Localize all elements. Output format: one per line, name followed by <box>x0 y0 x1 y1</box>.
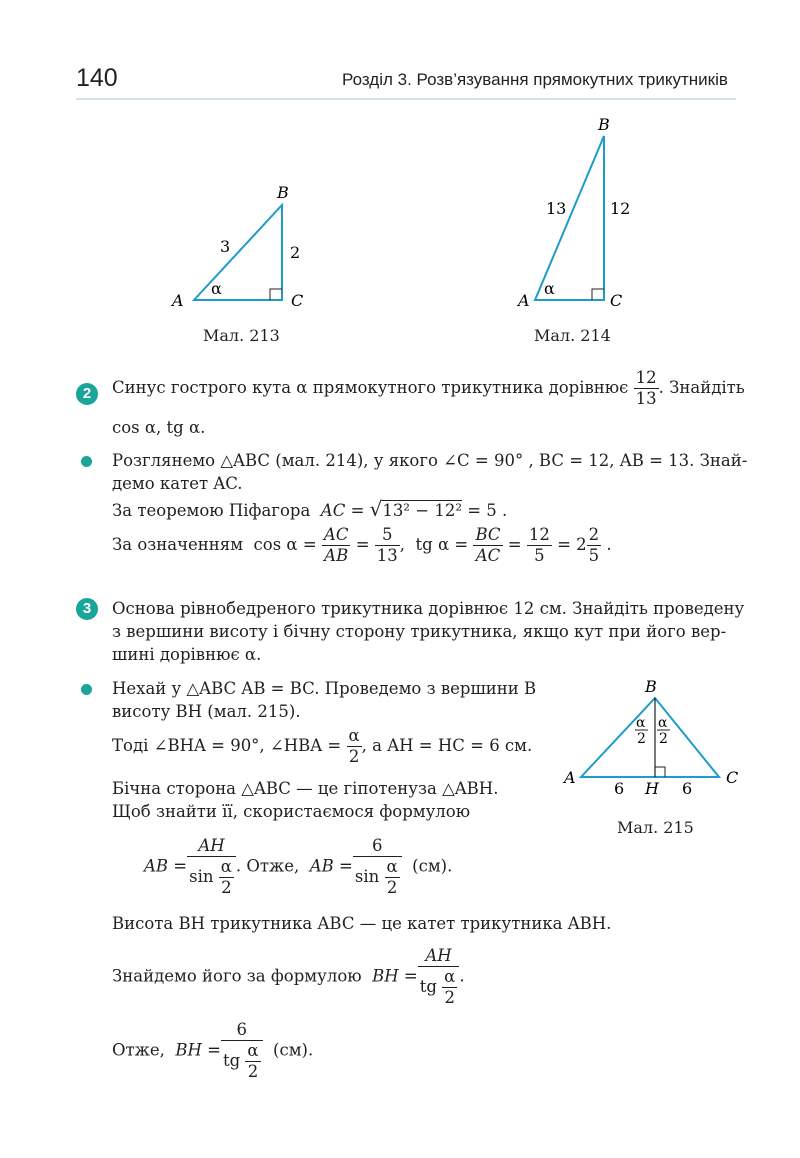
fraction-12-13 <box>634 368 659 409</box>
problem-3-line1: Основа рівнобедреного трикутника дорівнює 12 см. Знайдіть проведену <box>112 599 745 618</box>
denominator: 5 <box>534 546 545 565</box>
vertex-label-c: C <box>726 768 739 787</box>
caption-214: Мал. 214 <box>534 326 611 345</box>
vertex-label-b: B <box>645 677 657 696</box>
fraction-bc-ac <box>473 525 502 566</box>
numerator: 6 <box>221 1020 263 1041</box>
bh-result-line <box>112 1020 313 1082</box>
unit: (см). <box>273 1040 314 1060</box>
numerator: AH <box>187 836 236 857</box>
denominator: 13 <box>635 389 657 408</box>
side-line1: Бічна сторона △ABC — це гіпотенуза △ABH. <box>112 779 499 798</box>
fraction-alpha-2 <box>219 857 234 898</box>
tg-label: tg <box>419 977 437 996</box>
foot-label-h: H <box>645 779 659 798</box>
denominator: 2 <box>247 1062 259 1081</box>
right-angle-mark <box>655 767 665 777</box>
statement-text: . Знайдіть <box>658 378 745 397</box>
bh-lhs: BH = <box>372 966 418 986</box>
problem-3-line2: з вершини висоту і бічну сторону трикутника, якщо кут при його вер- <box>112 622 727 641</box>
ab-lhs-2: AB = <box>309 856 353 876</box>
denominator: 2 <box>221 878 232 897</box>
angles-text-end: , а AH = HC = 6 см. <box>361 736 533 755</box>
triangle-215 <box>581 698 719 777</box>
problem-3-line3: шині дорівнює α. <box>112 645 262 664</box>
figure-214 <box>500 110 660 320</box>
numerator: 6 <box>353 836 402 857</box>
side-line2: Щоб знайти її, скористаємося формулою <box>112 802 471 821</box>
formula-lhs: AC = <box>320 501 365 520</box>
fraction-6-sin <box>353 836 402 898</box>
ab-formula-line <box>144 836 452 898</box>
denominator: 2 <box>348 747 360 766</box>
fraction-alpha-2 <box>347 726 362 767</box>
fraction-6-tg <box>221 1020 263 1082</box>
fraction-ah-sin <box>187 836 236 898</box>
fraction-2-5 <box>587 525 602 566</box>
angle-label-alpha: α <box>544 279 555 298</box>
half-angle-left-two: 2 <box>637 731 646 747</box>
numerator: BC <box>475 525 501 544</box>
half-angle-left-alpha: α <box>636 715 646 731</box>
find-text: Знайдемо його за формулою <box>112 966 362 986</box>
height-line: Висота BH трикутника ABC — це катет трикутника ABH. <box>112 914 612 933</box>
statement-text: Синус гострого кута α прямокутного трикутника дорівнює <box>112 378 629 397</box>
denominator <box>187 857 236 898</box>
header-rule <box>76 98 736 100</box>
half-angle-right-two: 2 <box>659 731 668 747</box>
denominator <box>353 857 402 898</box>
comma: , <box>399 535 406 554</box>
solution-2-line2: демо катет AC. <box>112 474 243 493</box>
solution-3-line2: висоту BH (мал. 215). <box>112 702 301 721</box>
solution-3-line1: Нехай у △ABC AB = BC. Проведемо з вершини B <box>112 679 537 698</box>
unit: (см). <box>412 856 453 876</box>
equals-whole: = 2 <box>557 535 587 554</box>
numerator: 12 <box>528 525 550 544</box>
radicand: 13² − 12² <box>382 501 462 520</box>
denominator: 5 <box>588 546 600 565</box>
caption-213: Мал. 213 <box>203 326 280 345</box>
right-angle-mark <box>270 289 282 300</box>
vertex-label-a: A <box>518 291 530 310</box>
right-angle-mark <box>592 289 604 300</box>
running-head: Розділ 3. Розв’язування прямокутних трикутників <box>342 70 728 89</box>
problem-number-badge: 3 <box>76 598 98 620</box>
angles-text: Тоді ∠BHA = 90°, ∠HBA = <box>112 736 342 755</box>
numerator: 5 <box>375 525 400 546</box>
angle-label-alpha: α <box>211 279 222 298</box>
sin-label: sin <box>189 867 214 886</box>
problem-number-badge: 2 <box>76 383 98 405</box>
fraction-ah-tg <box>418 946 460 1008</box>
tg-label: tg <box>222 1051 241 1070</box>
numerator: AH <box>418 946 460 967</box>
solution-2-line1: Розглянемо △ABC (мал. 214), у якого ∠C = 90° , BC = 12, AB = 13. Знай- <box>112 451 748 470</box>
fraction-alpha-2 <box>385 857 400 898</box>
numerator: α <box>247 1041 259 1060</box>
figure-215 <box>556 676 746 806</box>
side-label-leg: 12 <box>610 199 631 218</box>
side-label-hypotenuse: 13 <box>546 199 567 218</box>
sin-label: sin <box>354 867 380 886</box>
half-angle-right-alpha: α <box>658 715 668 731</box>
pythagoras-line <box>112 498 507 522</box>
sqrt-sign: √ <box>369 497 383 521</box>
definition-text: За означенням <box>112 535 244 554</box>
fraction-ac-ab <box>322 525 351 566</box>
bh-formula-line <box>112 946 465 1008</box>
equals: = <box>507 535 522 554</box>
fraction-5-13 <box>375 525 400 566</box>
problem-2-statement <box>112 368 752 409</box>
denominator: 2 <box>444 988 455 1007</box>
vertex-label-a: A <box>564 768 576 787</box>
equals: = <box>355 535 370 554</box>
ab-lhs: AB = <box>144 856 188 876</box>
solution-bullet <box>81 456 92 467</box>
numerator: AC <box>323 525 349 544</box>
tg-lhs: tg α = <box>415 535 469 554</box>
vertex-label-c: C <box>291 291 304 310</box>
vertex-label-b: B <box>598 115 610 134</box>
numerator: 2 <box>588 525 600 544</box>
ab-mid: . Отже, <box>235 856 300 876</box>
vertex-label-b: B <box>277 183 289 202</box>
page-number: 140 <box>76 64 118 92</box>
side-label-leg: 2 <box>290 243 301 262</box>
solution-bullet <box>81 684 92 695</box>
side-label-hypotenuse: 3 <box>220 237 231 256</box>
denominator: 13 <box>376 546 398 565</box>
cos-lhs: cos α = <box>253 535 317 554</box>
figure-213 <box>160 180 330 320</box>
triangle-214 <box>535 136 604 300</box>
denominator <box>221 1041 263 1082</box>
numerator: α <box>348 726 360 745</box>
denominator: AC <box>475 546 501 565</box>
bh-lhs-2: BH = <box>175 1040 221 1060</box>
denominator: AB <box>324 546 349 565</box>
problem-2-question: cos α, tg α. <box>112 418 206 437</box>
fraction-12-5 <box>527 525 552 566</box>
fraction-alpha-2 <box>245 1041 260 1082</box>
triangle-213 <box>194 205 282 300</box>
pythagoras-text: За теоремою Піфагора <box>112 501 311 520</box>
vertex-label-c: C <box>610 291 623 310</box>
period: . <box>606 535 612 554</box>
segment-label-left: 6 <box>614 779 625 798</box>
numerator: 12 <box>635 368 657 387</box>
angles-line <box>112 726 532 767</box>
numerator: α <box>220 857 232 876</box>
numerator: α <box>444 967 456 986</box>
period: . <box>459 966 465 986</box>
formula-rhs: = 5 . <box>467 501 508 520</box>
segment-label-right: 6 <box>682 779 693 798</box>
denominator <box>418 967 460 1008</box>
caption-215: Мал. 215 <box>617 818 694 837</box>
vertex-label-a: A <box>172 291 184 310</box>
fraction-alpha-2 <box>442 967 457 1008</box>
denominator: 2 <box>386 878 398 897</box>
numerator: α <box>386 857 398 876</box>
definition-line <box>112 525 612 566</box>
so-text: Отже, <box>112 1040 165 1060</box>
